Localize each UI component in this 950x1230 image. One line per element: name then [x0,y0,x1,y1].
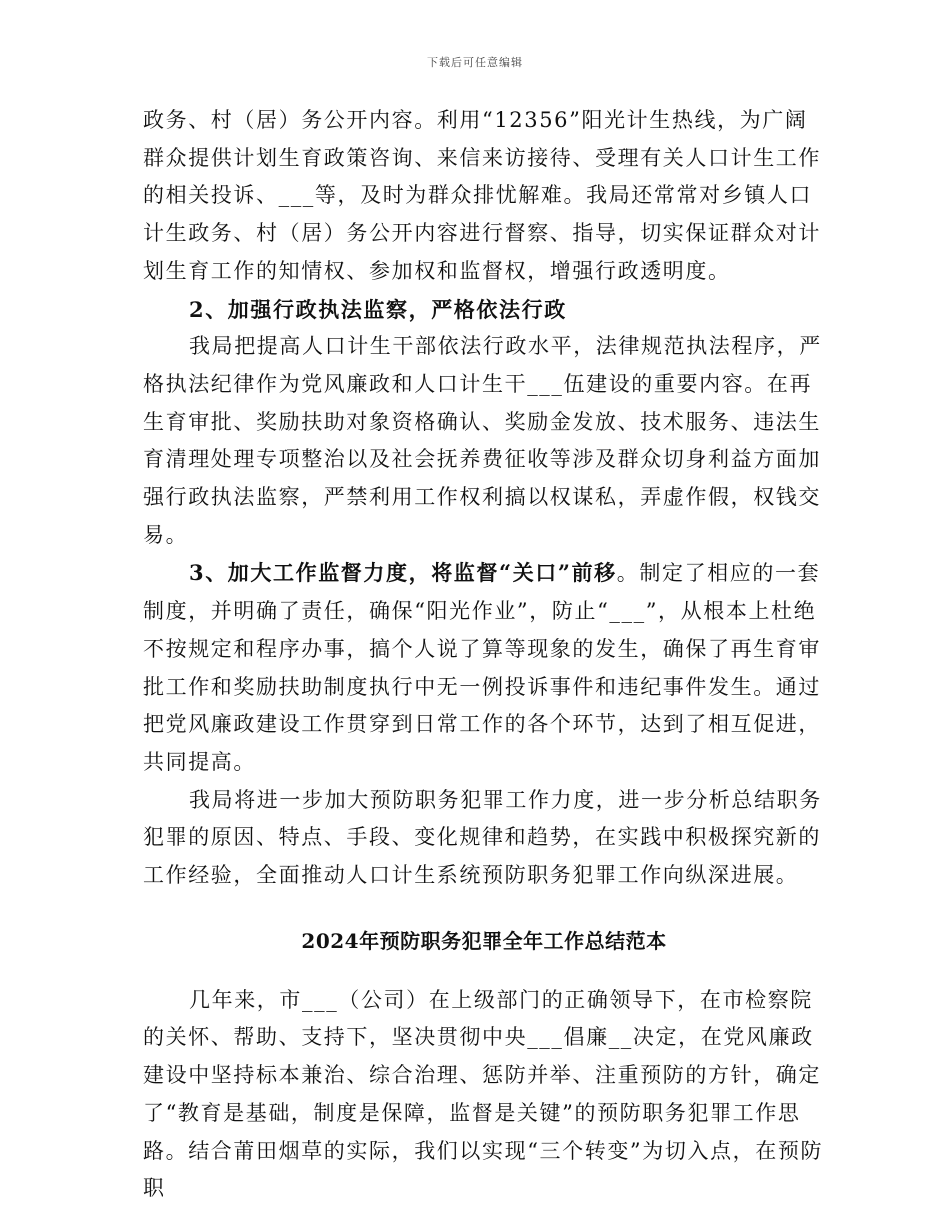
document-body [143,102,825,1208]
page-header-note: 下载后可任意编辑 [427,56,523,69]
paragraph-2: 我局把提高人口计生干部依法行政水平，法律规范执法程序，严格执法纪律作为党风廉政和人口计生干___伍建设的重要内容。在再生育审批、奖励扶助对象资格确认、奖励金发放、技术服务、违法生育清理处理专项整治以及社会抚养费征收等涉及群众切身利益方面加强行政执法监察，严禁利用工作权利搞以权谋私，弄虚作假，权钱交易。 [143,334,822,547]
paragraph-3-text: 。制定了相应的一套制度，并明确了责任，确保“阳光作业”，防止“___”，从根本上杜绝不按规定和程序办事，搞个人说了算等现象的发生，确保了再生育审批工作和奖励扶助制度执行中无一例投诉事件和违纪事件发生。通过把党风廉政建设工作贯穿到日常工作的各个环节，达到了相互促进，共同提高。 [143,561,821,774]
document-title: 2024年预防职务犯罪全年工作总结范本 [301,928,667,953]
paragraph-3 [143,554,825,781]
section-heading-3: 3、加大工作监督力度，将监督“关口”前移 [189,560,617,586]
section-heading-2: 2、加强行政执法监察，严格依法行政 [189,296,567,322]
paragraph-4: 我局将进一步加大预防职务犯罪工作力度，进一步分析总结职务犯罪的原因、特点、手段、变化规律和趋势，在实践中积极探究新的工作经验，全面推动人口计生系统预防职务犯罪工作向纵深进展。 [143,787,822,888]
paragraph-1: 政务、村（居）务公开内容。利用“12356”阳光计生热线，为广阔群众提供计划生育政策咨询、来信来访接待、受理有关人口计生工作的相关投诉、___等，及时为群众排忧解难。我局还常常对乡镇人口计生政务、村（居）务公开内容进行督察、指导，切实保证群众对计划生育工作的知情权、参加权和监督权，增强行政透明度。 [143,108,821,283]
paragraph-5: 几年来，市___（公司）在上级部门的正确领导下，在市检察院的关怀、帮助、支持下，坚决贯彻中央___倡廉__决定，在党风廉政建设中坚持标本兼治、综合治理、惩防并举、注重预防的方针，确定了“教育是基础，制度是保障，监督是关键”的预防职务犯罪工作思路。结合莆田烟草的实际，我们以实现“三个转变”为切入点，在预防职 [143,987,824,1201]
